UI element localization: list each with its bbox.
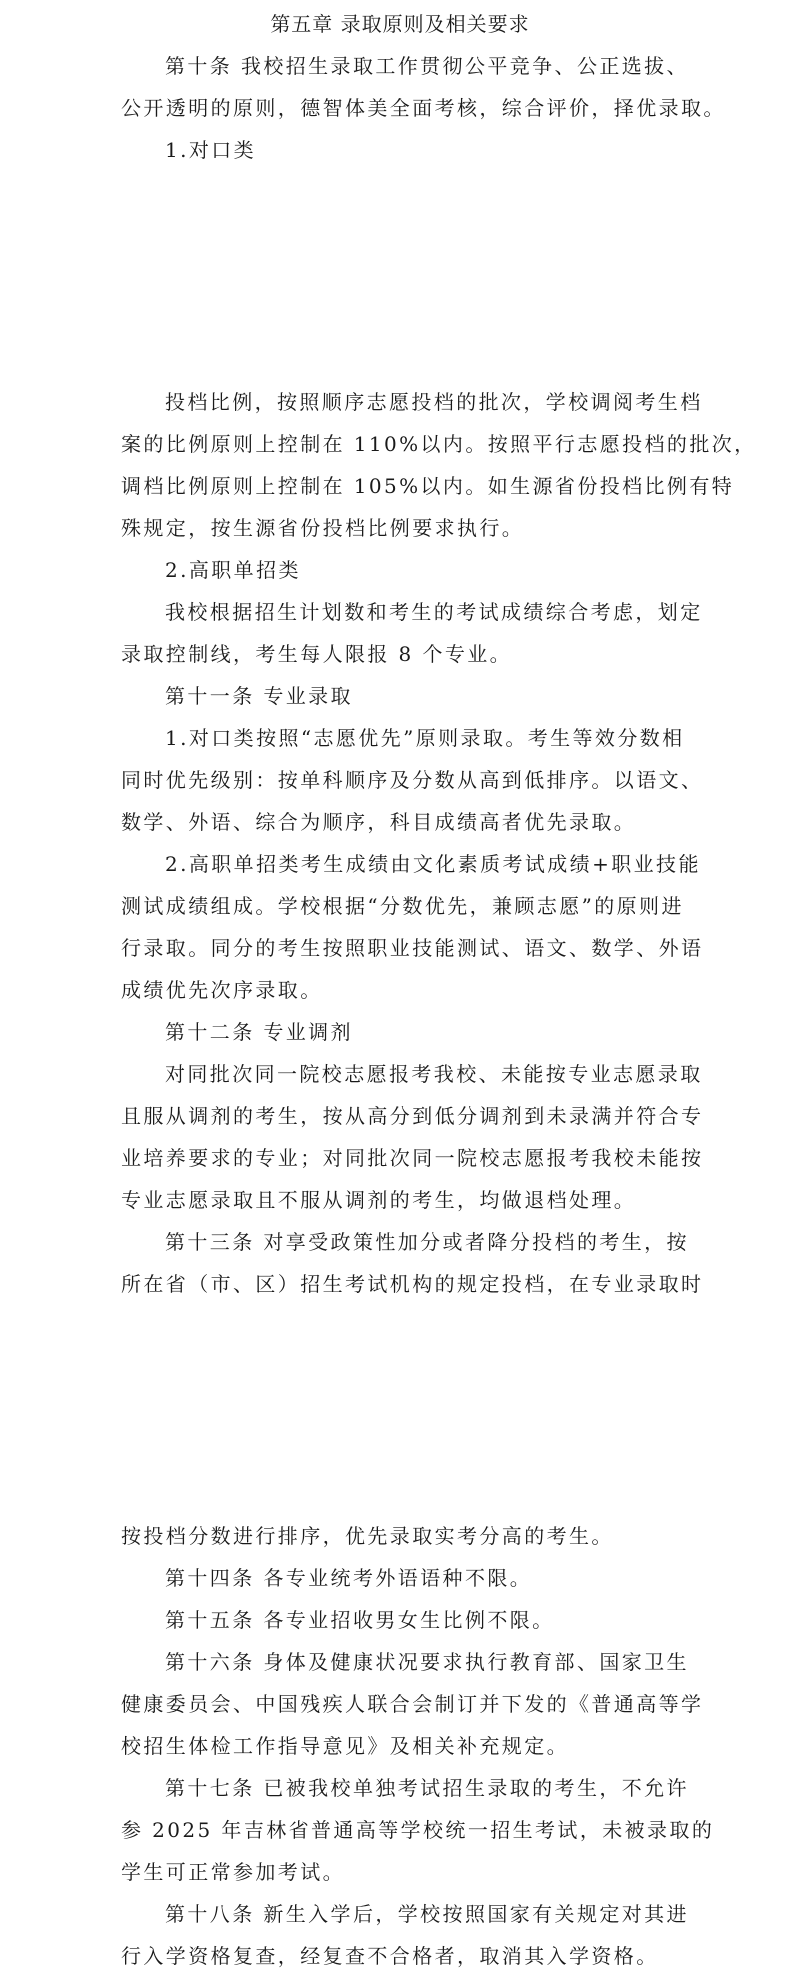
article-16-line-1: 第十六条 身体及健康状况要求执行教育部、国家卫生 xyxy=(165,1650,689,1674)
paragraph-line: 专业志愿录取且不服从调剂的考生，均做退档处理。 xyxy=(121,1188,637,1212)
article-13-line-2: 所在省（市、区）招生考试机构的规定投档，在专业录取时 xyxy=(121,1272,704,1296)
article-10-line-2: 公开透明的原则，德智体美全面考核，综合评价，择优录取。 xyxy=(121,96,726,120)
paragraph-line: 成绩优先次序录取。 xyxy=(121,978,323,1002)
article-15: 第十五条 各专业招收男女生比例不限。 xyxy=(165,1608,555,1632)
paragraph-line: 对同批次同一院校志愿报考我校、未能按专业志愿录取 xyxy=(165,1062,703,1086)
article-14: 第十四条 各专业统考外语语种不限。 xyxy=(165,1566,533,1590)
paragraph-line: 且服从调剂的考生，按从高分到低分调剂到未录满并符合专 xyxy=(121,1104,704,1128)
article-17-line-1: 第十七条 已被我校单独考试招生录取的考生，不允许 xyxy=(165,1776,689,1800)
paragraph-line: 录取控制线，考生每人限报 8 个专业。 xyxy=(121,642,513,666)
article-17-line-3: 学生可正常参加考试。 xyxy=(121,1860,345,1884)
article-18-line-2: 行入学资格复查，经复查不合格者，取消其入学资格。 xyxy=(121,1944,659,1968)
chapter-title: 第五章 录取原则及相关要求 xyxy=(270,12,530,36)
paragraph-line: 行录取。同分的考生按照职业技能测试、语文、数学、外语 xyxy=(121,936,704,960)
paragraph-line: 测试成绩组成。学校根据“分数优先，兼顾志愿”的原则进 xyxy=(121,894,684,918)
paragraph-line: 同时优先级别：按单科顺序及分数从高到低排序。以语文、 xyxy=(121,768,704,792)
item-2-heading: 2.高职单招类 xyxy=(165,558,301,582)
paragraph-line: 1.对口类按照“志愿优先”原则录取。考生等效分数相 xyxy=(165,726,685,750)
article-13-line-1: 第十三条 对享受政策性加分或者降分投档的考生，按 xyxy=(165,1230,689,1254)
article-11-heading: 第十一条 专业录取 xyxy=(165,684,353,708)
article-13-line-3: 按投档分数进行排序，优先录取实考分高的考生。 xyxy=(121,1524,614,1548)
paragraph-line: 业培养要求的专业；对同批次同一院校志愿报考我校未能按 xyxy=(121,1146,704,1170)
article-18-line-1: 第十八条 新生入学后，学校按照国家有关规定对其进 xyxy=(165,1902,689,1926)
paragraph-line: 殊规定，按生源省份投档比例要求执行。 xyxy=(121,516,525,540)
article-17-line-2: 参 2025 年吉林省普通高等学校统一招生考试，未被录取的 xyxy=(121,1818,715,1842)
article-16-line-2: 健康委员会、中国残疾人联合会制订并下发的《普通高等学 xyxy=(121,1692,704,1716)
paragraph-line: 调档比例原则上控制在 105%以内。如生源省份投档比例有特 xyxy=(121,474,735,498)
article-16-line-3: 校招生体检工作指导意见》及相关补充规定。 xyxy=(121,1734,569,1758)
paragraph-line: 数学、外语、综合为顺序，科目成绩高者优先录取。 xyxy=(121,810,637,834)
item-1-heading: 1.对口类 xyxy=(165,138,257,162)
paragraph-line: 案的比例原则上控制在 110%以内。按照平行志愿投档的批次， xyxy=(121,432,757,456)
paragraph-line: 投档比例，按照顺序志愿投档的批次，学校调阅考生档 xyxy=(165,390,703,414)
paragraph-line: 我校根据招生计划数和考生的考试成绩综合考虑，划定 xyxy=(165,600,703,624)
paragraph-line: 2.高职单招类考生成绩由文化素质考试成绩+职业技能 xyxy=(165,852,701,876)
article-10-line-1: 第十条 我校招生录取工作贯彻公平竞争、公正选拔、 xyxy=(165,54,689,78)
article-12-heading: 第十二条 专业调剂 xyxy=(165,1020,353,1044)
